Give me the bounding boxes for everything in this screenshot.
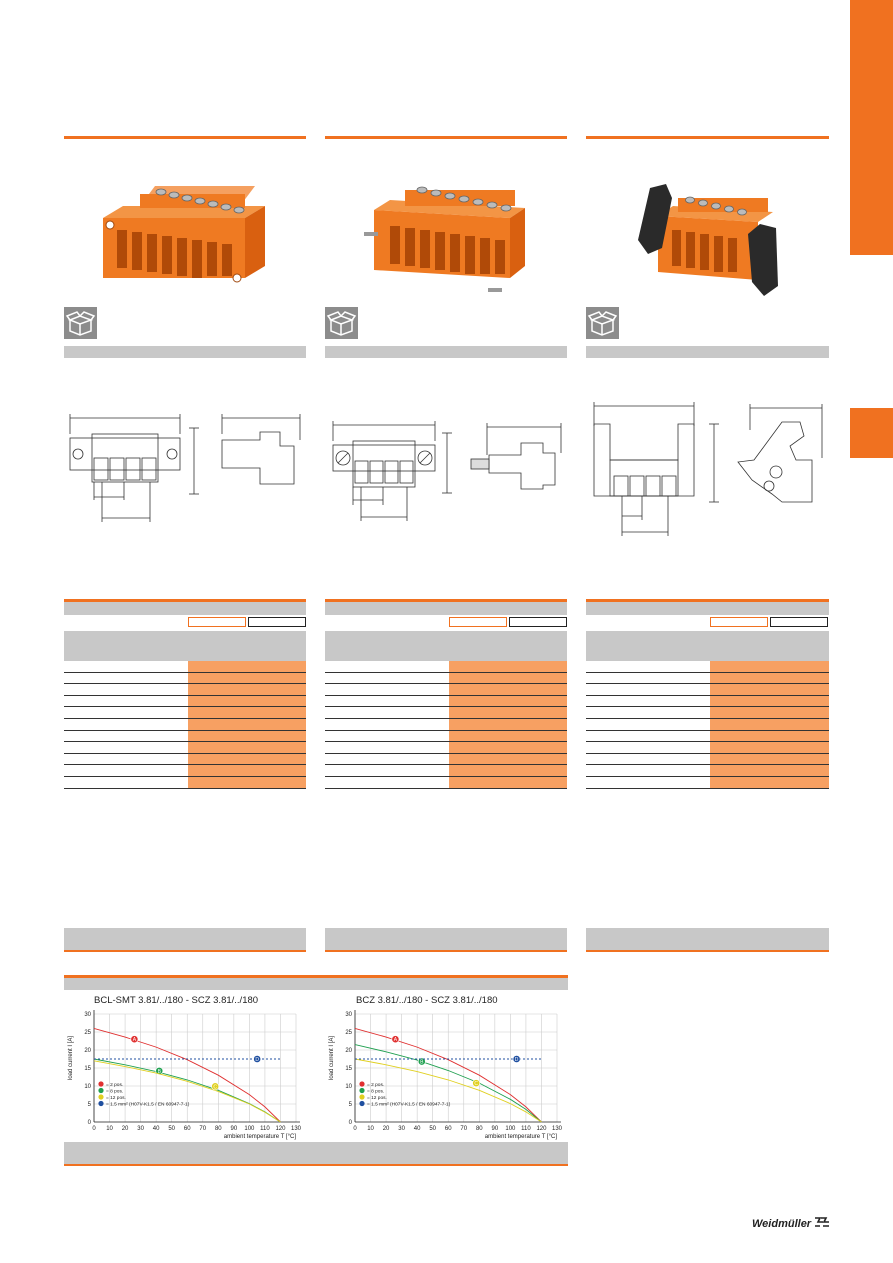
table-cell-value bbox=[710, 765, 829, 776]
table-cell-value bbox=[449, 661, 567, 672]
y-tick-label: 10 bbox=[345, 1084, 352, 1090]
x-tick-label: 100 bbox=[244, 1126, 255, 1132]
x-tick-label: 0 bbox=[92, 1126, 96, 1132]
table-cell-value bbox=[449, 684, 567, 695]
series-marker-label: A bbox=[132, 1037, 137, 1044]
table-row bbox=[64, 777, 306, 789]
table-row bbox=[325, 719, 567, 731]
legend-entry: = 1.5 mm² (H07V-K1.5 / EN 60947-7-1) bbox=[106, 1102, 190, 1108]
table-row bbox=[586, 754, 829, 766]
table-row bbox=[64, 719, 306, 731]
column-3-top-line bbox=[586, 136, 829, 139]
table-row bbox=[64, 696, 306, 708]
table-row bbox=[325, 684, 567, 696]
table-row bbox=[64, 684, 306, 696]
table-cell-value bbox=[449, 765, 567, 776]
table-row bbox=[325, 731, 567, 743]
x-tick-label: 50 bbox=[168, 1126, 176, 1132]
x-tick-label: 90 bbox=[491, 1126, 499, 1132]
y-tick-label: 15 bbox=[84, 1066, 91, 1072]
table-cell-value bbox=[710, 742, 829, 753]
column-1-footer-line bbox=[64, 950, 306, 952]
x-tick-label: 20 bbox=[382, 1126, 390, 1132]
table-row bbox=[586, 696, 829, 708]
column-1-top-line bbox=[64, 136, 306, 139]
table-cell-value bbox=[710, 731, 829, 742]
x-tick-label: 30 bbox=[137, 1126, 144, 1132]
table-cell-value bbox=[449, 777, 567, 788]
table-row bbox=[586, 731, 829, 743]
x-tick-label: 120 bbox=[275, 1126, 286, 1132]
charts-footer-bar bbox=[64, 1142, 568, 1164]
spec-table-2 bbox=[325, 599, 567, 789]
legend-entry: = 8 pos. bbox=[367, 1089, 385, 1095]
x-tick-label: 20 bbox=[121, 1126, 129, 1132]
table-row bbox=[64, 731, 306, 743]
table-cell-value bbox=[449, 696, 567, 707]
x-tick-label: 50 bbox=[429, 1126, 437, 1132]
y-tick-label: 0 bbox=[348, 1120, 352, 1126]
legend-marker-B bbox=[359, 1088, 364, 1093]
table-row bbox=[325, 707, 567, 719]
y-tick-label: 5 bbox=[87, 1102, 91, 1108]
product-image-3 bbox=[628, 178, 788, 300]
x-tick-label: 110 bbox=[260, 1126, 270, 1132]
chart-2-title: BCZ 3.81/../180 - SCZ 3.81/../180 bbox=[356, 995, 498, 1006]
legend-entry: = 8 pos. bbox=[106, 1089, 124, 1095]
charts-footer-line bbox=[64, 1164, 568, 1166]
table-cell-value bbox=[188, 673, 306, 684]
x-tick-label: 120 bbox=[536, 1126, 547, 1132]
legend-entry: = 2 pos. bbox=[106, 1083, 124, 1088]
table-cell-value bbox=[449, 754, 567, 765]
spec-table-3 bbox=[586, 599, 829, 789]
y-tick-label: 20 bbox=[84, 1048, 91, 1054]
table-row bbox=[586, 661, 829, 673]
x-tick-label: 40 bbox=[413, 1126, 421, 1132]
dimension-drawing-1 bbox=[64, 410, 306, 525]
table-cell-value bbox=[188, 765, 306, 776]
derating-chart-2 bbox=[325, 1006, 575, 1140]
legend-marker-A bbox=[98, 1081, 103, 1086]
charts-header-bar bbox=[64, 978, 568, 990]
legend-entry: = 2 pos. bbox=[367, 1083, 385, 1088]
y-tick-label: 30 bbox=[84, 1012, 91, 1018]
spec-table-1 bbox=[64, 599, 306, 789]
series-marker-label: C bbox=[213, 1084, 218, 1091]
column-2-footer-line bbox=[325, 950, 567, 952]
table-cell-value bbox=[188, 742, 306, 753]
legend-marker-D bbox=[359, 1101, 364, 1106]
series-marker-label: D bbox=[514, 1057, 519, 1063]
series-marker-label: D bbox=[255, 1057, 259, 1063]
table-row bbox=[586, 742, 829, 754]
table-cell-value bbox=[188, 684, 306, 695]
table-row bbox=[586, 673, 829, 685]
x-tick-label: 110 bbox=[521, 1126, 531, 1132]
table-row bbox=[325, 742, 567, 754]
y-tick-label: 25 bbox=[84, 1030, 91, 1036]
table-cell-value bbox=[188, 661, 306, 672]
x-tick-label: 70 bbox=[460, 1126, 468, 1132]
column-1-header-bar bbox=[64, 346, 306, 358]
table-row bbox=[325, 754, 567, 766]
x-tick-label: 80 bbox=[214, 1126, 222, 1132]
series-marker-label: C bbox=[474, 1081, 479, 1088]
table-row bbox=[325, 777, 567, 789]
table-cell-value bbox=[188, 719, 306, 730]
column-3-header-bar bbox=[586, 346, 829, 358]
table-row bbox=[325, 765, 567, 777]
legend-entry: = 12 pos. bbox=[367, 1096, 387, 1101]
series-marker-label: B bbox=[157, 1068, 161, 1075]
table-cell-value bbox=[710, 754, 829, 765]
x-tick-label: 100 bbox=[505, 1126, 516, 1132]
table-cell-value bbox=[710, 719, 829, 730]
table-cell-value bbox=[188, 731, 306, 742]
table-row bbox=[64, 673, 306, 685]
legend-marker-B bbox=[98, 1088, 103, 1093]
brand-logo-icon bbox=[814, 1216, 830, 1228]
x-tick-label: 60 bbox=[183, 1126, 191, 1132]
column-2-footer-bar bbox=[325, 928, 567, 950]
column-2-top-line bbox=[325, 136, 567, 139]
table-cell-value bbox=[710, 696, 829, 707]
derating-chart-1 bbox=[64, 1006, 314, 1140]
y-axis-label: load current I [A] bbox=[68, 1035, 74, 1081]
product-image-2 bbox=[360, 178, 540, 296]
table-cell-value bbox=[449, 673, 567, 684]
table-row bbox=[64, 707, 306, 719]
table-cell-value bbox=[710, 684, 829, 695]
y-tick-label: 20 bbox=[345, 1048, 352, 1054]
legend-marker-D bbox=[98, 1101, 103, 1106]
y-tick-label: 5 bbox=[348, 1102, 352, 1108]
table-cell-value bbox=[188, 754, 306, 765]
x-tick-label: 10 bbox=[367, 1126, 374, 1132]
table-row bbox=[325, 673, 567, 685]
table-row bbox=[586, 684, 829, 696]
table-cell-value bbox=[710, 707, 829, 718]
x-tick-label: 80 bbox=[475, 1126, 483, 1132]
column-1-footer-bar bbox=[64, 928, 306, 950]
x-tick-label: 10 bbox=[106, 1126, 113, 1132]
x-tick-label: 0 bbox=[353, 1126, 357, 1132]
x-axis-label: ambient temperature T [°C] bbox=[484, 1134, 557, 1140]
table-row bbox=[64, 765, 306, 777]
package-icon bbox=[64, 307, 97, 339]
product-image-1 bbox=[95, 178, 275, 290]
weidmuller-logo bbox=[752, 1216, 830, 1230]
table-row bbox=[64, 661, 306, 673]
x-axis-label: ambient temperature T [°C] bbox=[223, 1134, 296, 1140]
y-tick-label: 25 bbox=[345, 1030, 352, 1036]
table-row bbox=[325, 661, 567, 673]
side-tab-secondary[interactable] bbox=[850, 408, 893, 458]
y-tick-label: 15 bbox=[345, 1066, 352, 1072]
y-axis-label: load current I [A] bbox=[329, 1035, 335, 1081]
table-cell-value bbox=[710, 661, 829, 672]
legend-marker-A bbox=[359, 1081, 364, 1086]
dimension-drawing-2 bbox=[325, 415, 567, 525]
column-3-footer-line bbox=[586, 950, 829, 952]
legend-marker-C bbox=[359, 1094, 364, 1099]
table-cell-value bbox=[710, 673, 829, 684]
x-tick-label: 70 bbox=[199, 1126, 207, 1132]
table-cell-value bbox=[188, 696, 306, 707]
table-cell-value bbox=[188, 707, 306, 718]
legend-entry: = 1.5 mm² (H07V-K1.5 / EN 60947-7-1) bbox=[367, 1102, 451, 1108]
dimension-drawing-3 bbox=[586, 400, 829, 540]
table-cell-value bbox=[710, 777, 829, 788]
y-tick-label: 10 bbox=[84, 1084, 91, 1090]
table-cell-value bbox=[449, 731, 567, 742]
table-cell-value bbox=[449, 742, 567, 753]
x-tick-label: 40 bbox=[152, 1126, 160, 1132]
table-row bbox=[64, 742, 306, 754]
y-tick-label: 30 bbox=[345, 1012, 352, 1018]
brand-name: Weidmüller bbox=[752, 1218, 812, 1230]
x-tick-label: 130 bbox=[290, 1126, 302, 1132]
package-icon bbox=[325, 307, 358, 339]
legend-marker-C bbox=[98, 1094, 103, 1099]
column-3-footer-bar bbox=[586, 928, 829, 950]
legend-entry: = 12 pos. bbox=[106, 1096, 126, 1101]
table-row bbox=[586, 777, 829, 789]
series-marker-label: B bbox=[420, 1059, 424, 1066]
y-tick-label: 0 bbox=[87, 1120, 91, 1126]
package-icon bbox=[586, 307, 619, 339]
x-tick-label: 30 bbox=[398, 1126, 405, 1132]
table-row bbox=[586, 765, 829, 777]
chart-1-title: BCL-SMT 3.81/../180 - SCZ 3.81/../180 bbox=[94, 995, 259, 1006]
series-marker-label: A bbox=[393, 1037, 398, 1044]
table-row bbox=[586, 707, 829, 719]
table-row bbox=[586, 719, 829, 731]
table-cell-value bbox=[449, 707, 567, 718]
x-tick-label: 60 bbox=[444, 1126, 452, 1132]
side-tab-primary[interactable] bbox=[850, 0, 893, 255]
column-2-header-bar bbox=[325, 346, 567, 358]
x-tick-label: 130 bbox=[551, 1126, 563, 1132]
table-row bbox=[64, 754, 306, 766]
table-cell-value bbox=[449, 719, 567, 730]
x-tick-label: 90 bbox=[230, 1126, 238, 1132]
table-row bbox=[325, 696, 567, 708]
table-cell-value bbox=[188, 777, 306, 788]
